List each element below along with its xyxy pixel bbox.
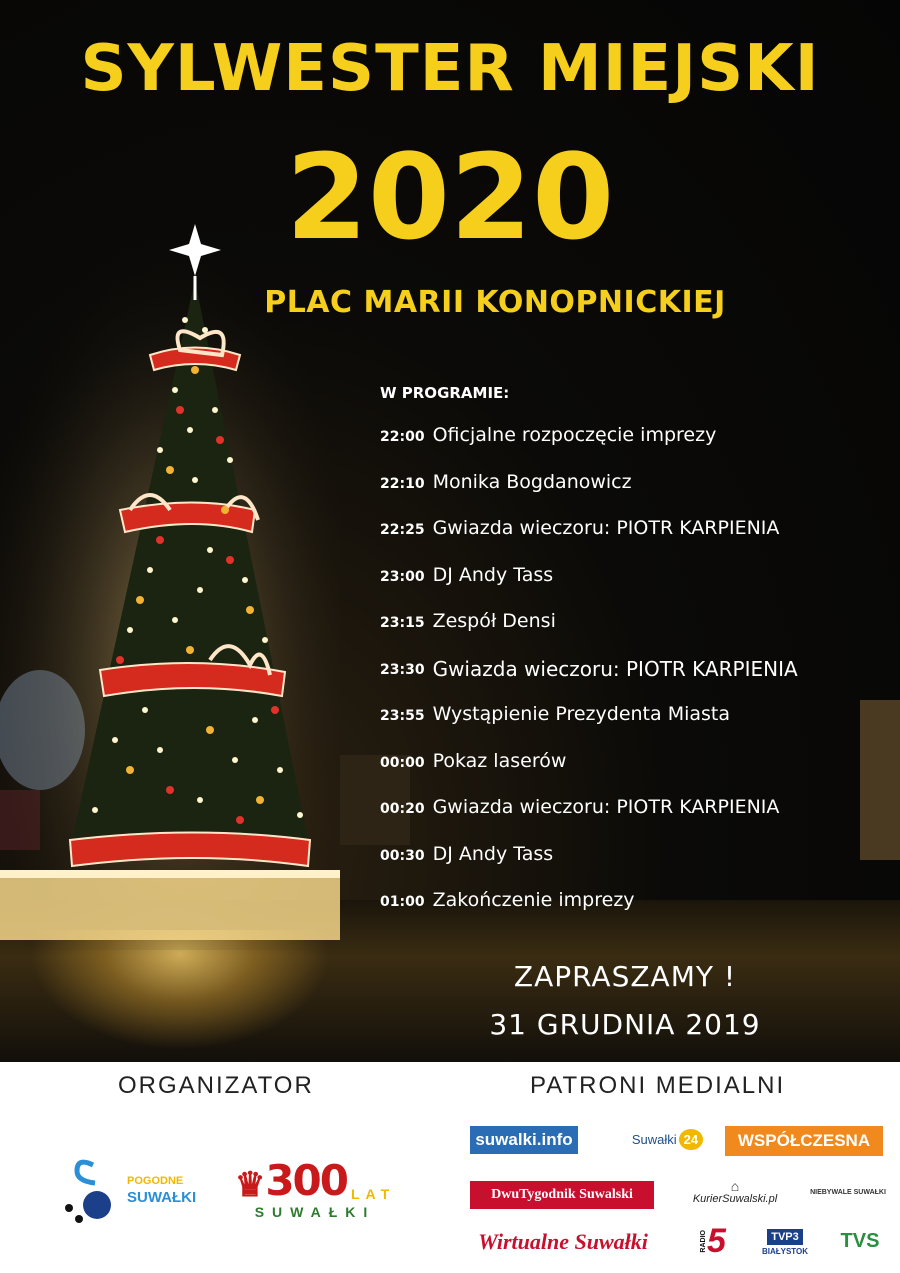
crown-icon: ♛ — [234, 1166, 266, 1204]
event-year: 2020 — [285, 128, 615, 266]
pogodne-suwalki-logo — [55, 1150, 205, 1230]
radio5-logo — [688, 1222, 738, 1260]
program-time: 00:20 — [380, 801, 425, 817]
program-event: Gwiazda wieczoru: PIOTR KARPIENIA — [432, 656, 798, 681]
kurier-icon: ⌂ — [730, 1178, 740, 1194]
program-time: 23:55 — [380, 708, 425, 724]
program-event: Pokaz laserów — [432, 749, 567, 772]
kurier-suwalski-logo — [680, 1172, 790, 1212]
dwutygodnik-suwalski-logo: DwuTygodnik Suwalski — [470, 1181, 654, 1209]
suwalki-text: SUWAŁKI — [127, 1188, 197, 1206]
kurier-text: KurierSuwalski.pl — [692, 1193, 778, 1205]
program-event: DJ Andy Tass — [432, 563, 554, 586]
event-title: SYLWESTER MIEJSKI — [80, 32, 820, 106]
suwalki24-logo — [610, 1122, 725, 1156]
program-time: 00:00 — [380, 754, 425, 771]
program-event: Zakończenie imprezy — [432, 889, 635, 911]
invite-line: ZAPRASZAMY ! — [513, 960, 737, 993]
program-time: 22:00 — [380, 429, 425, 445]
suwalki24-number: 24 — [679, 1129, 703, 1150]
300-lat-mark — [234, 1156, 396, 1205]
300-lat-suwalki-logo — [225, 1155, 405, 1225]
program-time: 22:25 — [380, 522, 425, 538]
radio5-number: 5 — [707, 1222, 726, 1260]
program-event: Oficjalne rozpoczęcie imprezy — [432, 424, 717, 446]
program-item — [380, 889, 798, 936]
lat-text: LAT — [350, 1186, 396, 1202]
program-event: Monika Bogdanowicz — [432, 470, 632, 493]
program-item — [380, 517, 798, 564]
pogodne-suwalki-icon — [55, 1153, 115, 1228]
program-event: Zespół Densi — [432, 610, 556, 632]
organizer-label: ORGANIZATOR — [118, 1072, 314, 1099]
suwalki-city-text: SUWAŁKI — [254, 1204, 376, 1220]
program-time: 23:30 — [380, 661, 425, 678]
tvp3-text: TVP3 — [767, 1229, 803, 1245]
program-heading: W PROGRAMIE: — [380, 384, 510, 402]
patrons-label: PATRONI MEDIALNI — [530, 1072, 786, 1099]
christmas-tree-illustration — [0, 210, 340, 950]
program-time: 23:00 — [380, 568, 425, 585]
300-number: 300 — [265, 1156, 347, 1205]
tvp3-city: BIAŁYSTOK — [761, 1246, 809, 1256]
niebywale-suwalki-logo: NIEBYWALE SUWAŁKI — [810, 1188, 886, 1196]
event-location: PLAC MARII KONOPNICKIEJ — [264, 285, 726, 320]
suwalki-info-logo: suwalki.info — [470, 1126, 578, 1154]
program-item — [380, 657, 798, 704]
program-item — [380, 424, 798, 471]
program-list — [380, 384, 798, 936]
program-item — [380, 796, 798, 843]
program-item — [380, 703, 798, 750]
program-event: Wystąpienie Prezydenta Miasta — [432, 703, 731, 725]
program-item — [380, 471, 798, 518]
building-right — [860, 700, 900, 860]
program-time: 22:10 — [380, 475, 425, 492]
program-event: DJ Andy Tass — [432, 842, 554, 865]
program-event: Gwiazda wieczoru: PIOTR KARPIENIA — [432, 517, 780, 539]
program-time: 00:30 — [380, 847, 425, 864]
suwalki24-text: Suwałki — [631, 1131, 677, 1147]
program-item — [380, 564, 798, 611]
program-time: 23:15 — [380, 615, 425, 631]
event-date: 31 GRUDNIA 2019 — [489, 1008, 761, 1041]
program-event: Gwiazda wieczoru: PIOTR KARPIENIA — [432, 796, 780, 818]
program-item — [380, 843, 798, 890]
program-item — [380, 610, 798, 657]
tvp3-bialystok-logo — [760, 1226, 810, 1258]
radio-text: RADIO — [700, 1229, 708, 1253]
program-time: 01:00 — [380, 894, 425, 910]
tvs-logo: TVS — [840, 1229, 880, 1252]
pogodne-text: POGODNE — [127, 1174, 184, 1187]
wirtualne-suwalki-logo: Wirtualne Suwałki — [478, 1229, 648, 1254]
pogodne-suwalki-wordmark — [127, 1176, 196, 1205]
wspolczesna-logo: WSPÓŁCZESNA — [725, 1126, 883, 1156]
program-item — [380, 750, 798, 797]
